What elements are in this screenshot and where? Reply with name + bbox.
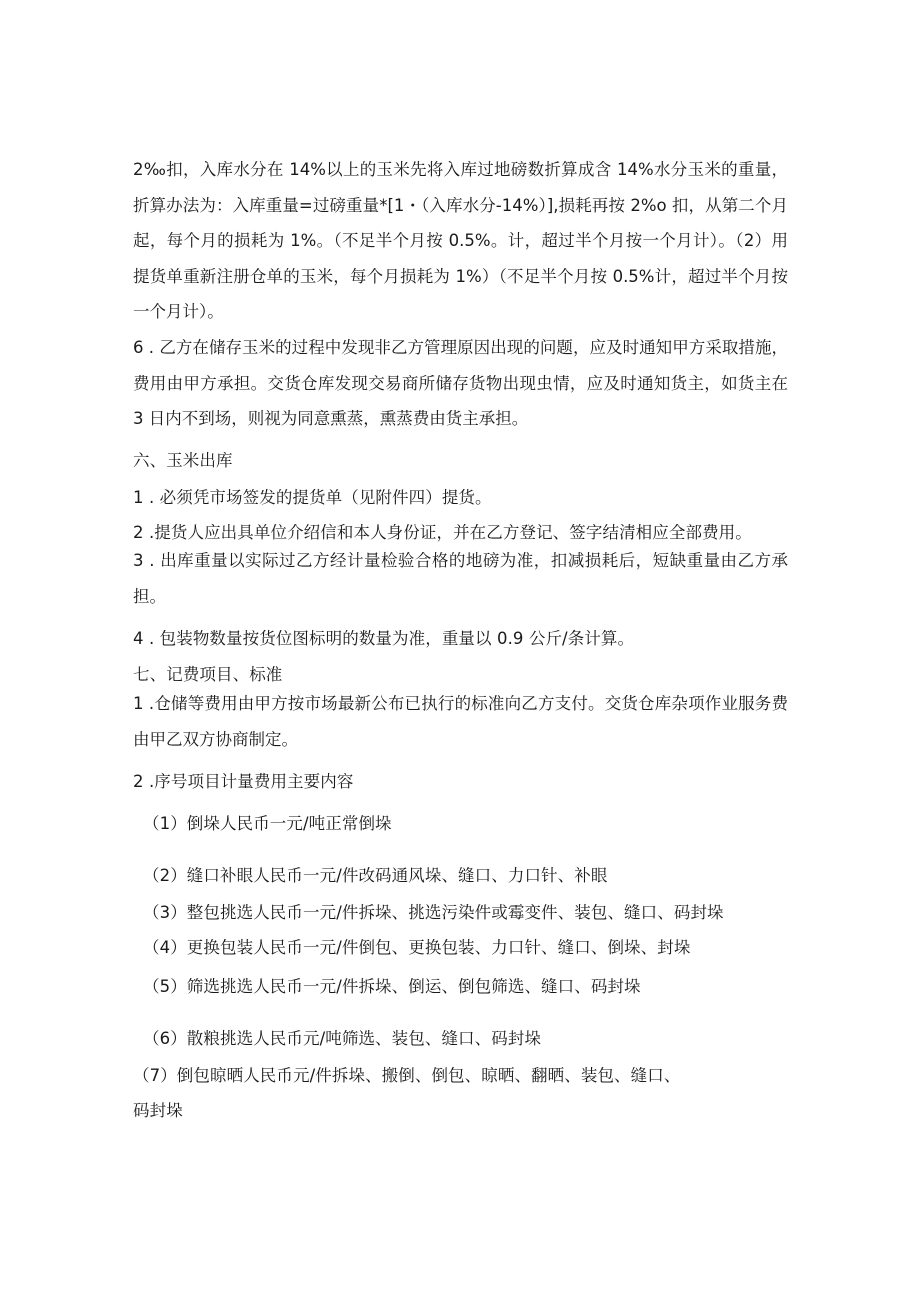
fee-item-1: 1 .仓储等费用由甲方按市场最新公布已执行的标准向乙方支付。交货仓库杂项作业服务费由甲乙双方协商制定。 [133,694,788,749]
outbound-item-2: 2 .提货人应出具单位介绍信和本人身份证，并在乙方登记、签字结清相应全部费用。 [133,523,752,542]
fee-list-item-3: （3）整包挑选人民币一元/件拆垛、挑选污染件或霉变件、装包、缝口、码封垛 [143,903,724,922]
fee-list-item-5: （5）筛选挑选人民币一元/件拆垛、倒运、倒包筛选、缝口、码封垛 [143,977,641,996]
section-heading-fee-items: 七、记费项目、标准 [133,665,283,684]
fee-list-item-2: （2）缝口补眼人民币一元/件改码通风垛、缝口、力口针、补眼 [143,866,608,885]
fee-list-item-4: （4）更换包装人民币一元/件倒包、更换包装、力口针、缝口、倒垛、封垛 [143,938,691,957]
fee-item-2-header: 2 .序号项目计量费用主要内容 [133,772,354,791]
outbound-item-4: 4 . 包装物数量按货位图标明的数量为准，重量以 0.9 公斤/条计算。 [133,629,635,648]
paragraph-loss-calculation: 2‰扣，入库水分在 14%以上的玉米先将入库过地磅数折算成含 14%水分玉米的重量，折算办法为：入库重量=过磅重量*[1・（入库水分-14%）],损耗再按 2%o 扣，从第二个月起，每个月的损耗为 1%。（不足半个月按 0.5%。计，超过半个月按一个月计）。（2）用提货单重新注册仓单的玉米，每个月损耗为 1%）（不足半个月按 0.5%计，超过半个月按一个月计）。 [133,160,788,321]
paragraph-item-6-storage-issues: 6 . 乙方在储存玉米的过程中发现非乙方管理原因出现的问题，应及时通知甲方采取措施，费用由甲方承担。交货仓库发现交易商所储存货物出现虫情，应及时通知货主，如货主在 3 日内不到场，则视为同意熏蒸，熏蒸费由货主承担。 [133,338,788,428]
fee-list-item-7-continued: 码封垛 [133,1101,183,1120]
outbound-item-3: 3 . 出库重量以实际过乙方经计量检验合格的地磅为准，扣减损耗后，短缺重量由乙方承担。 [133,551,788,606]
fee-list-item-6: （6）散粮挑选人民币元/吨筛选、装包、缝口、码封垛 [143,1029,542,1048]
outbound-item-1: 1 . 必须凭市场签发的提货单（见附件四）提货。 [133,488,492,507]
fee-list-item-7: （7）倒包晾晒人民币元/件拆垛、搬倒、倒包、晾晒、翻晒、装包、缝口、 [133,1066,681,1085]
section-heading-corn-outbound: 六、玉米出库 [133,451,233,470]
fee-list-item-1: （1）倒垛人民币一元/吨正常倒垛 [143,814,392,833]
